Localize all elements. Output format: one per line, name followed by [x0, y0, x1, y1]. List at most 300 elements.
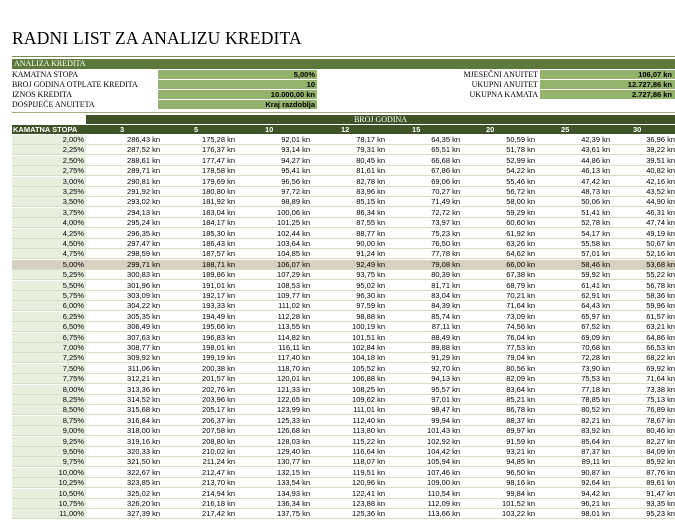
table-row	[12, 374, 675, 384]
payment-cell: 176,37 kn	[202, 145, 235, 155]
payment-cell: 76,89 kn	[646, 405, 675, 415]
analysis-row	[12, 70, 675, 79]
payment-cell: 126,68 kn	[277, 426, 310, 436]
payment-cell: 73,90 kn	[581, 363, 610, 373]
payment-cell: 65,97 kn	[581, 311, 610, 321]
payment-cell: 102,92 kn	[427, 436, 460, 446]
payment-cell: 195,66 kn	[202, 322, 235, 332]
payment-cell: 293,02 kn	[127, 197, 160, 207]
payment-cell: 216,18 kn	[202, 499, 235, 508]
payment-cell: 92,70 kn	[431, 363, 460, 373]
monthly-payment-label: MJESEČNI ANUITET	[463, 70, 538, 79]
table-row	[12, 478, 675, 488]
payment-cell: 46,13 kn	[581, 166, 610, 176]
payment-cell: 203,96 kn	[202, 395, 235, 404]
table-row	[12, 145, 675, 155]
interest-rate-label: KAMATNA STOPA	[12, 70, 79, 79]
payment-cell: 96,21 kn	[581, 499, 610, 508]
payment-cell: 96,56 kn	[281, 176, 310, 186]
title-underline	[12, 56, 675, 57]
payment-cell: 70,68 kn	[581, 343, 610, 352]
payment-cell: 89,61 kn	[646, 478, 675, 488]
total-interest-value: 2.727,86 kn	[540, 90, 675, 99]
payment-cell: 50,06 kn	[581, 197, 610, 207]
payment-cell: 85,92 kn	[646, 457, 675, 467]
total-payment-value: 12.727,86 kn	[540, 80, 675, 89]
payment-cell: 326,20 kn	[127, 499, 160, 508]
payment-cell: 55,58 kn	[581, 239, 610, 248]
payment-cell: 129,40 kn	[277, 447, 310, 456]
payment-cell: 100,06 kn	[277, 207, 310, 217]
payment-cell: 67,38 kn	[506, 270, 535, 280]
column-header: 30	[633, 125, 642, 134]
payment-cell: 73,09 kn	[506, 311, 535, 321]
payment-cell: 89,97 kn	[506, 426, 535, 436]
rate-cell: 3,25%	[12, 187, 86, 196]
payment-cell: 66,53 kn	[646, 343, 675, 352]
payment-cell: 84,39 kn	[431, 301, 460, 311]
monthly-payment-value: 106,07 kn	[540, 70, 675, 79]
payment-cell: 296,35 kn	[127, 228, 160, 238]
table-row	[12, 437, 675, 447]
payment-cell: 184,17 kn	[202, 218, 235, 228]
column-header: 10	[265, 125, 274, 134]
payment-cell: 51,41 kn	[581, 207, 610, 217]
payment-cell: 321,50 kn	[127, 457, 160, 467]
loan-years-input[interactable]: 10	[158, 80, 317, 89]
rate-cell: 2,00%	[12, 135, 86, 144]
payment-cell: 110,54 kn	[427, 488, 460, 498]
payment-cell: 64,35 kn	[431, 135, 460, 144]
table-row	[12, 489, 675, 499]
rate-cell: 2,50%	[12, 156, 86, 165]
payment-cell: 134,93 kn	[277, 488, 310, 498]
payment-cell: 92,64 kn	[581, 478, 610, 488]
payment-cell: 73,38 kn	[646, 384, 675, 394]
payment-cell: 80,46 kn	[646, 426, 675, 436]
payment-cell: 85,15 kn	[356, 197, 385, 207]
payment-cell: 308,77 kn	[127, 343, 160, 352]
payment-cell: 77,53 kn	[506, 343, 535, 352]
table-row	[12, 208, 675, 218]
payment-cell: 76,50 kn	[431, 239, 460, 248]
payment-cell: 193,33 kn	[202, 301, 235, 311]
payment-cell: 189,86 kn	[202, 270, 235, 280]
payment-cell: 214,94 kn	[202, 488, 235, 498]
payment-cell: 294,13 kn	[127, 207, 160, 217]
payment-cell: 323,85 kn	[127, 478, 160, 488]
rate-cell: 6,25%	[12, 312, 86, 321]
rate-cell: 6,75%	[12, 333, 86, 342]
rate-cell: 4,75%	[12, 249, 86, 258]
payment-cell: 286,43 kn	[127, 135, 160, 144]
payment-cell: 186,43 kn	[202, 239, 235, 248]
table-row	[12, 395, 675, 405]
payment-cell: 72,72 kn	[431, 207, 460, 217]
loan-amount-label: IZNOS KREDITA	[12, 90, 73, 99]
payment-cell: 137,75 kn	[277, 509, 310, 519]
analysis-row	[12, 80, 675, 89]
rate-cell: 9,50%	[12, 447, 86, 456]
payment-cell: 65,51 kn	[431, 145, 460, 155]
payment-cell: 309,92 kn	[127, 353, 160, 363]
section-divider	[12, 112, 675, 113]
payment-cell: 60,60 kn	[506, 218, 535, 228]
rate-cell: 6,00%	[12, 301, 86, 310]
column-header: 25	[561, 125, 570, 134]
payment-cell: 136,34 kn	[277, 499, 310, 508]
rate-cell: 5,50%	[12, 281, 86, 290]
payment-cell: 205,17 kn	[202, 405, 235, 415]
payment-cell: 77,18 kn	[581, 384, 610, 394]
payment-cell: 82,21 kn	[581, 415, 610, 425]
payment-cell: 61,92 kn	[506, 228, 535, 238]
payment-cell: 123,99 kn	[277, 405, 310, 415]
payment-cell: 114,82 kn	[277, 332, 310, 342]
payment-cell: 49,19 kn	[646, 228, 675, 238]
rate-cell: 5,75%	[12, 291, 86, 300]
payment-cell: 133,54 kn	[277, 478, 310, 488]
payment-cell: 99,94 kn	[431, 415, 460, 425]
table-row	[12, 260, 675, 270]
payment-cell: 94,42 kn	[581, 488, 610, 498]
table-row	[12, 281, 675, 291]
payment-cell: 181,92 kn	[202, 197, 235, 207]
payment-cell: 61,41 kn	[581, 280, 610, 290]
payment-cell: 198,01 kn	[202, 343, 235, 352]
payment-cell: 106,88 kn	[352, 374, 385, 384]
payment-cell: 212,47 kn	[202, 467, 235, 477]
payment-cell: 73,97 kn	[431, 218, 460, 228]
table-row	[12, 509, 675, 519]
payment-cell: 44,86 kn	[581, 155, 610, 165]
table-row	[12, 177, 675, 187]
payment-cell: 206,37 kn	[202, 415, 235, 425]
payment-cell: 314,52 kn	[127, 395, 160, 404]
payment-cell: 82,78 kn	[356, 176, 385, 186]
total-payment-label: UKUPNI ANUITET	[471, 80, 538, 89]
table-row	[12, 426, 675, 436]
loan-amount-input[interactable]: 10.000,00 kn	[158, 90, 317, 99]
payment-cell: 79,08 kn	[431, 259, 460, 269]
table-row	[12, 322, 675, 332]
column-header: 5	[194, 125, 199, 134]
payment-cell: 94,13 kn	[431, 374, 460, 384]
payment-due-label: DOSPIJEĆE ANUITETA	[12, 100, 95, 109]
payment-cell: 98,88 kn	[356, 311, 385, 321]
rate-cell: 9,75%	[12, 457, 86, 466]
payment-cell: 111,01 kn	[353, 405, 385, 415]
payment-cell: 87,76 kn	[646, 467, 675, 477]
payment-cell: 104,18 kn	[352, 353, 385, 363]
payment-cell: 63,21 kn	[646, 322, 675, 332]
payment-cell: 47,42 kn	[581, 176, 610, 186]
payment-cell: 108,25 kn	[352, 384, 385, 394]
payment-cell: 113,55 kn	[277, 322, 310, 332]
rate-cell: 4,00%	[12, 218, 86, 227]
payment-cell: 58,36 kn	[646, 291, 675, 300]
table-row	[12, 187, 675, 197]
payment-cell: 86,34 kn	[356, 207, 385, 217]
payment-cell: 107,46 kn	[427, 467, 460, 477]
payment-cell: 38,22 kn	[646, 145, 675, 155]
payment-cell: 298,59 kn	[127, 249, 160, 259]
payment-cell: 52,99 kn	[506, 155, 535, 165]
payment-cell: 105,94 kn	[427, 457, 460, 467]
table-row	[12, 270, 675, 280]
payment-cell: 40,82 kn	[646, 166, 675, 176]
payment-cell: 46,31 kn	[646, 207, 675, 217]
column-header-row	[12, 125, 675, 134]
table-row	[12, 416, 675, 426]
payment-cell: 80,39 kn	[431, 270, 460, 280]
payment-cell: 92,01 kn	[281, 135, 310, 144]
payment-cell: 98,01 kn	[581, 509, 610, 519]
table-row	[12, 447, 675, 457]
payment-cell: 50,59 kn	[506, 135, 535, 144]
payment-cell: 95,23 kn	[646, 509, 675, 519]
payment-cell: 94,27 kn	[281, 155, 310, 165]
payment-cell: 188,71 kn	[202, 259, 235, 269]
payment-cell: 312,21 kn	[127, 374, 160, 384]
payment-cell: 80,56 kn	[506, 363, 535, 373]
payment-cell: 81,61 kn	[356, 166, 385, 176]
table-row	[12, 156, 675, 166]
rate-cell: 4,25%	[12, 229, 86, 238]
table-row	[12, 218, 675, 228]
payment-cell: 52,78 kn	[581, 218, 610, 228]
payment-cell: 101,52 kn	[502, 499, 535, 508]
payment-cell: 75,53 kn	[581, 374, 610, 384]
payment-cell: 58,00 kn	[506, 197, 535, 207]
payment-cell: 207,58 kn	[202, 426, 235, 436]
payment-cell: 64,43 kn	[581, 301, 610, 311]
rate-cell: 9,00%	[12, 426, 86, 435]
payment-cell: 325,02 kn	[127, 488, 160, 498]
payment-cell: 86,78 kn	[506, 405, 535, 415]
payment-cell: 90,00 kn	[356, 239, 385, 248]
payment-cell: 71,64 kn	[646, 374, 675, 384]
payment-cell: 47,74 kn	[646, 218, 675, 228]
rate-cell: 11,00%	[12, 509, 86, 518]
payment-cell: 87,11 kn	[431, 322, 460, 332]
rate-cell: 9,25%	[12, 437, 86, 446]
payment-cell: 97,01 kn	[431, 395, 460, 404]
payment-cell: 91,47 kn	[646, 488, 675, 498]
payment-cell: 289,71 kn	[127, 166, 160, 176]
payment-cell: 118,07 kn	[352, 457, 385, 467]
payment-cell: 290,81 kn	[127, 176, 160, 186]
payment-cell: 71,64 kn	[506, 301, 535, 311]
payment-cell: 95,57 kn	[431, 384, 460, 394]
payment-cell: 117,40 kn	[277, 353, 310, 363]
analysis-header-label: ANALIZA KREDITA	[14, 59, 86, 68]
payment-cell: 88,37 kn	[506, 415, 535, 425]
table-row	[12, 197, 675, 207]
table-row	[12, 457, 675, 467]
rate-cell: 2,75%	[12, 166, 86, 175]
table-row	[12, 312, 675, 322]
payment-cell: 70,21 kn	[506, 291, 535, 300]
payment-cell: 319,16 kn	[127, 436, 160, 446]
payment-cell: 66,00 kn	[506, 259, 535, 269]
payment-cell: 72,28 kn	[581, 353, 610, 363]
rate-cell: 5,25%	[12, 270, 86, 279]
rate-cell: 8,25%	[12, 395, 86, 404]
payment-cell: 90,87 kn	[581, 467, 610, 477]
payment-cell: 89,11 kn	[581, 457, 610, 467]
page-title: RADNI LIST ZA ANALIZU KREDITA	[12, 28, 302, 48]
payment-cell: 42,16 kn	[646, 176, 675, 186]
payment-cell: 55,22 kn	[646, 270, 675, 280]
payment-cell: 87,55 kn	[356, 218, 385, 228]
payment-cell: 53,68 kn	[646, 259, 675, 269]
rate-cell: 8,75%	[12, 416, 86, 425]
payment-cell: 94,85 kn	[506, 457, 535, 467]
rate-cell: 7,75%	[12, 374, 86, 383]
rate-column-header: KAMATNA STOPA	[13, 125, 78, 134]
payment-cell: 93,14 kn	[281, 145, 310, 155]
payment-cell: 180,80 kn	[202, 187, 235, 196]
payment-cell: 103,64 kn	[277, 239, 310, 248]
payment-cell: 76,04 kn	[506, 332, 535, 342]
payment-cell: 307,63 kn	[127, 332, 160, 342]
payment-cell: 79,31 kn	[356, 145, 385, 155]
payment-cell: 112,40 kn	[352, 415, 385, 425]
rate-cell: 7,25%	[12, 353, 86, 362]
payment-cell: 130,77 kn	[277, 457, 310, 467]
payment-cell: 55,46 kn	[506, 176, 535, 186]
payment-cell: 104,42 kn	[427, 447, 460, 456]
payment-cell: 99,84 kn	[506, 488, 535, 498]
payment-cell: 200,38 kn	[202, 363, 235, 373]
payment-cell: 67,86 kn	[431, 166, 460, 176]
rate-cell: 6,50%	[12, 322, 86, 331]
payment-cell: 91,29 kn	[431, 353, 460, 363]
payment-cell: 304,22 kn	[127, 301, 160, 311]
table-row	[12, 364, 675, 374]
payment-cell: 83,92 kn	[581, 426, 610, 436]
payment-cell: 305,35 kn	[127, 311, 160, 321]
payment-cell: 106,07 kn	[277, 259, 310, 269]
payment-cell: 300,83 kn	[127, 270, 160, 280]
payment-cell: 61,57 kn	[646, 311, 675, 321]
payment-cell: 74,56 kn	[506, 322, 535, 332]
payment-cell: 82,27 kn	[646, 436, 675, 446]
analysis-row	[12, 90, 675, 99]
payment-cell: 306,49 kn	[127, 322, 160, 332]
payment-cell: 179,69 kn	[202, 176, 235, 186]
payment-cell: 85,21 kn	[506, 395, 535, 404]
payment-cell: 202,76 kn	[202, 384, 235, 394]
payment-cell: 43,52 kn	[646, 187, 675, 196]
table-row	[12, 468, 675, 478]
payment-cell: 77,78 kn	[431, 249, 460, 259]
column-header: 3	[120, 125, 125, 134]
table-row	[12, 499, 675, 509]
payment-cell: 116,64 kn	[352, 447, 385, 456]
payment-cell: 122,65 kn	[277, 395, 310, 404]
column-header: 15	[412, 125, 421, 134]
payment-cell: 208,80 kn	[202, 436, 235, 446]
payment-cell: 320,33 kn	[127, 447, 160, 456]
table-row	[12, 333, 675, 343]
payment-cell: 125,36 kn	[352, 509, 385, 519]
payment-cell: 318,00 kn	[127, 426, 160, 436]
payment-cell: 123,88 kn	[352, 499, 385, 508]
payment-cell: 48,73 kn	[581, 187, 610, 196]
table-row	[12, 291, 675, 301]
table-row	[12, 353, 675, 363]
payment-cell: 56,72 kn	[506, 187, 535, 196]
payment-cell: 211,24 kn	[202, 457, 235, 467]
payment-cell: 98,16 kn	[506, 478, 535, 488]
payment-cell: 83,96 kn	[356, 187, 385, 196]
payment-cell: 96,30 kn	[356, 291, 385, 300]
payment-cell: 78,67 kn	[646, 415, 675, 425]
rate-cell: 8,50%	[12, 405, 86, 414]
payment-due-select[interactable]: Kraj razdoblja	[158, 100, 317, 109]
payment-cell: 120,96 kn	[352, 478, 385, 488]
payment-cell: 83,64 kn	[506, 384, 535, 394]
payment-cell: 44,90 kn	[646, 197, 675, 207]
rate-cell: 8,00%	[12, 385, 86, 394]
payment-cell: 75,13 kn	[646, 395, 675, 404]
payment-cell: 185,30 kn	[202, 228, 235, 238]
payment-cell: 42,39 kn	[581, 135, 610, 144]
payment-cell: 51,78 kn	[506, 145, 535, 155]
payment-cell: 97,72 kn	[281, 187, 310, 196]
payment-cell: 98,89 kn	[281, 197, 310, 207]
payment-cell: 79,04 kn	[506, 353, 535, 363]
payment-cell: 191,01 kn	[202, 280, 235, 290]
payment-cell: 85,74 kn	[431, 311, 460, 321]
payment-cell: 291,92 kn	[127, 187, 160, 196]
payment-cell: 128,03 kn	[277, 436, 310, 446]
payment-cell: 54,17 kn	[581, 228, 610, 238]
payment-cell: 213,70 kn	[202, 478, 235, 488]
payment-cell: 132,15 kn	[277, 467, 310, 477]
analysis-row	[12, 100, 675, 109]
payment-cell: 105,52 kn	[352, 363, 385, 373]
table-row	[12, 229, 675, 239]
payment-cell: 201,57 kn	[202, 374, 235, 384]
rate-cell: 3,00%	[12, 177, 86, 186]
payment-cell: 287,52 kn	[127, 145, 160, 155]
rate-cell: 10,00%	[12, 468, 86, 477]
payment-cell: 63,26 kn	[506, 239, 535, 248]
table-row	[12, 301, 675, 311]
payment-cell: 78,17 kn	[356, 135, 385, 144]
table-row	[12, 135, 675, 145]
payment-cell: 299,71 kn	[127, 259, 160, 269]
interest-rate-input[interactable]: 5,00%	[158, 70, 317, 79]
rate-cell: 3,75%	[12, 208, 86, 217]
payment-cell: 62,91 kn	[581, 291, 610, 300]
payment-cell: 80,45 kn	[356, 155, 385, 165]
payment-cell: 82,09 kn	[506, 374, 535, 384]
payment-cell: 50,67 kn	[646, 239, 675, 248]
rate-cell: 7,50%	[12, 364, 86, 373]
payment-cell: 78,85 kn	[581, 395, 610, 404]
payment-cell: 313,36 kn	[127, 384, 160, 394]
payment-cell: 68,22 kn	[646, 353, 675, 363]
payment-cell: 88,49 kn	[431, 332, 460, 342]
payment-cell: 81,71 kn	[431, 280, 460, 290]
rate-cell: 10,25%	[12, 478, 86, 487]
payment-cell: 59,96 kn	[646, 301, 675, 311]
payment-cell: 322,67 kn	[127, 467, 160, 477]
